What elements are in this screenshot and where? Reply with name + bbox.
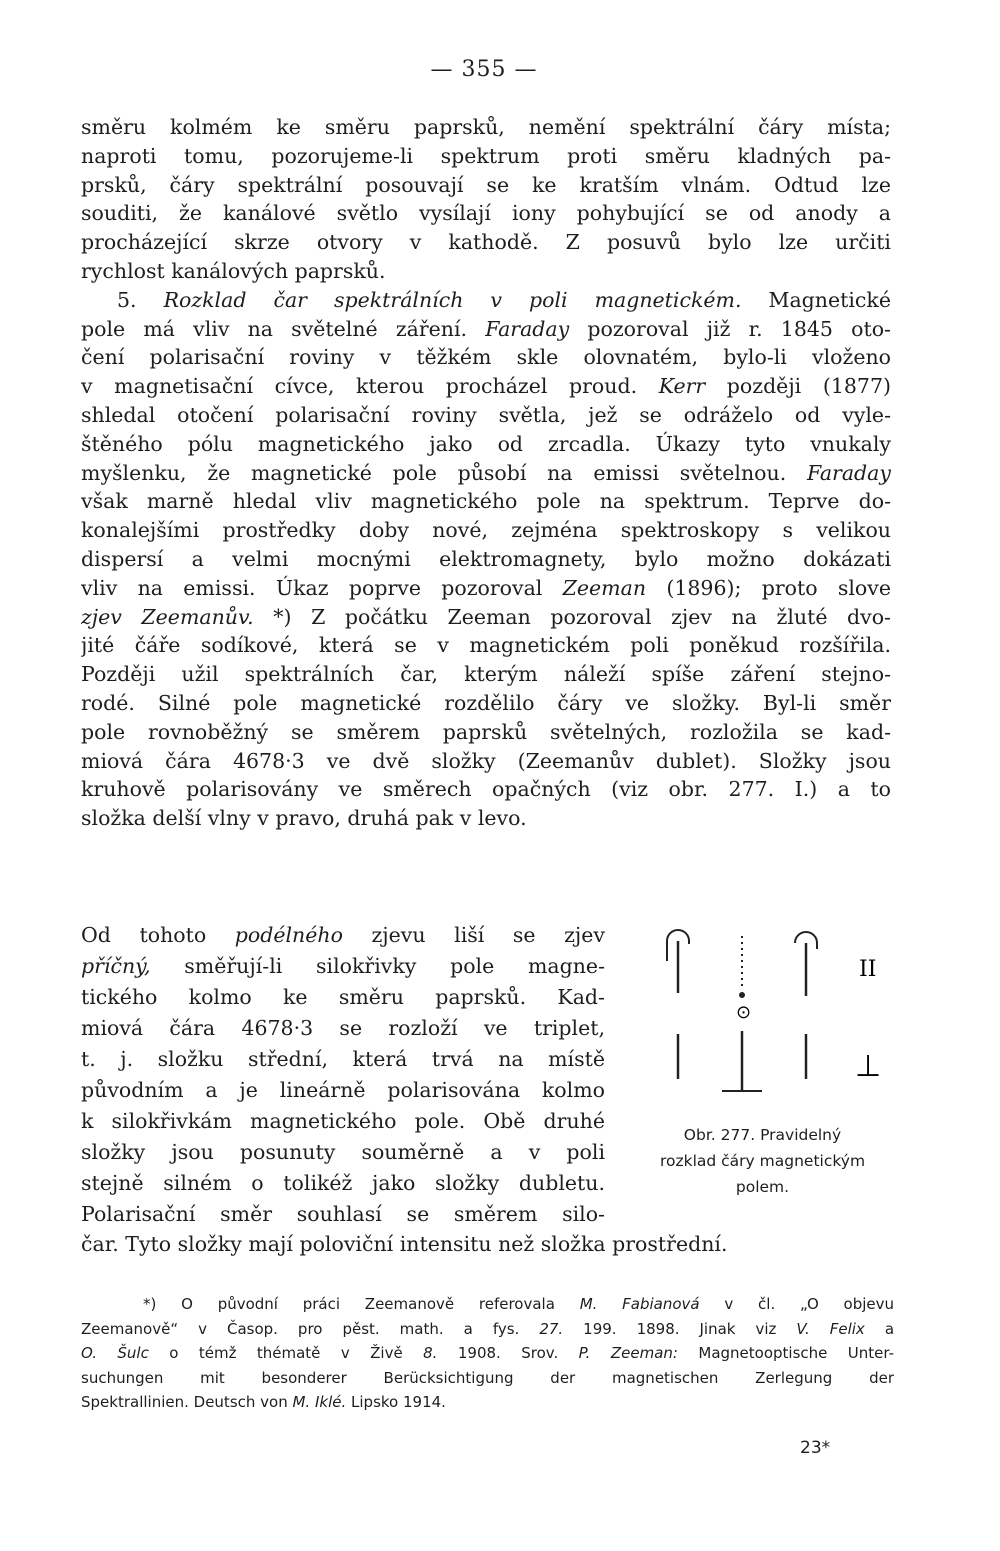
italic-span: M. Iklé. xyxy=(292,1393,347,1412)
text-line: konalejšími prostředky doby nové, zejména spektroskopy s velikou xyxy=(81,518,891,543)
text-line: myšlenku, že magnetické pole působí na emissi světelnou. Faraday xyxy=(81,460,891,485)
text-line: Později užil spektrálních čar, kterým náleží spíše záření stejno- xyxy=(81,662,891,687)
caption-line: rozklad čáry magnetickým xyxy=(659,1152,866,1170)
italic-span: P. Zeeman: xyxy=(578,1344,678,1363)
text-line: t. j. složku střední, která trvá na místě xyxy=(81,1047,605,1071)
italic-span: Faraday xyxy=(806,460,891,485)
parallel-label: II xyxy=(859,957,877,982)
text-line: Spektrallinien. Deutsch von M. Iklé. Lipsko 1914. xyxy=(81,1393,446,1412)
text-line: složka delší vlny v pravo, druhá pak v levo. xyxy=(81,806,527,831)
text-line: štěného pólu magnetického jako od zrcadla. Úkazy tyto vnukaly xyxy=(81,431,891,456)
text-line: *) O původní práci Zeemanově referovala M. Fabianová v čl. „O objevu xyxy=(143,1295,894,1313)
text-line: pole rovnoběžný se směrem paprsků světelných, rozložila se kad- xyxy=(81,719,891,744)
italic-span: zjev Zeemanův. xyxy=(81,604,254,629)
left-column-text xyxy=(81,920,605,1230)
italic-span: Faraday xyxy=(485,316,570,341)
text-line: směru kolmém ke směru paprsků, nemění spektrální čáry místa; xyxy=(81,115,891,139)
text-line: původním a je lineárně polarisována kolmo xyxy=(81,1078,605,1102)
caption-line: Obr. 277. Pravidelný xyxy=(683,1126,842,1144)
dot-symbol: ⊙ xyxy=(736,1002,752,1023)
text-line: O. Šulc o témž thématě v Živě 8. 1908. Srov. P. Zeeman: Magnetooptische Unter- xyxy=(81,1344,894,1363)
text-line: miová čára 4678·3 ve dvě složky (Zeemanův dublet). Složky jsou xyxy=(81,748,891,773)
text-line: příčný, směřují-li silokřivky pole magne- xyxy=(81,954,605,978)
text-line: jité čáře sodíkové, která se v magnetickém poli poněkud rozšířila. xyxy=(81,633,891,658)
perpendicular-label: ⊥ xyxy=(855,1049,882,1084)
figure-277 xyxy=(625,916,900,1106)
text-line: dispersí a velmi mocnými elektromagnety, bylo možno dokázati xyxy=(81,546,891,571)
italic-span: 27. xyxy=(539,1319,564,1338)
page-number: — 355 — xyxy=(430,57,538,82)
text-line: prsků, čáry spektrální posouvají se ke kratším vlnám. Odtud lze xyxy=(81,172,891,197)
text-line: rodé. Silné pole magnetické rozdělilo čáry ve složky. Byl-li směr xyxy=(81,690,891,715)
text-line: vliv na emissi. Úkaz poprve pozoroval Zeeman (1896); proto slove xyxy=(81,575,891,600)
zeeman-diagram xyxy=(625,916,900,1106)
italic-span: M. Fabianová xyxy=(579,1295,700,1313)
italic-span: příčný, xyxy=(81,954,151,978)
center-dot xyxy=(739,992,745,998)
italic-span: O. Šulc xyxy=(81,1344,149,1363)
italic-span: Zeeman xyxy=(562,575,647,600)
text-line: suchungen mit besonderer Berücksichtigung der magnetischen Zerlegung der xyxy=(81,1368,894,1387)
text-line: čení polarisační roviny v těžkém skle olovnatém, bylo-li vloženo xyxy=(81,345,891,370)
text-line: rychlost kanálových paprsků. xyxy=(81,258,386,283)
text-line: však marně hledal vliv magnetického pole na spektrum. Teprve do- xyxy=(81,489,891,514)
section-heading-line xyxy=(81,286,891,315)
text-line: naproti tomu, pozorujeme-li spektrum proti směru kladných pa- xyxy=(81,143,891,168)
italic-span: podélného xyxy=(234,923,343,947)
text-line: procházející skrze otvory v kathodě. Z posuvů bylo lze určiti xyxy=(81,230,891,255)
text-line: souditi, že kanálové světlo vysílají iony pohybující se od anody a xyxy=(81,201,891,226)
italic-span: V. Felix xyxy=(796,1319,865,1338)
text-line: kruhově polarisovány ve směrech opačných (viz obr. 277. I.) a to xyxy=(81,777,891,802)
text-line: v magnetisační cívce, kterou procházel proud. Kerr později (1877) xyxy=(81,374,891,399)
text-line: shledal otočení polarisační roviny světla, jež se odráželo od vyle- xyxy=(81,402,891,427)
italic-span: 8. xyxy=(423,1344,438,1363)
signature-mark: 23* xyxy=(800,1438,831,1458)
text-line: Zeemanově“ v Časop. pro pěst. math. a fys. 27. 199. 1898. Jinak viz V. Felix a xyxy=(81,1319,894,1338)
section-heading: Rozklad čar spektrálních v poli magnetickém. xyxy=(163,287,742,312)
italic-span: Kerr xyxy=(658,374,706,399)
section-heading-rest: Magnetické xyxy=(768,287,891,312)
text-line: čar. Tyto složky mají poloviční intensitu než složka prostřední. xyxy=(81,1232,728,1256)
bottom-line xyxy=(81,1230,891,1259)
section-number: 5. xyxy=(117,287,137,312)
text-line: stejně silném o tolikéž jako složky dubletu. xyxy=(81,1171,605,1195)
text-line: miová čára 4678·3 se rozloží ve triplet, xyxy=(81,1016,605,1040)
text-line: Polarisační směr souhlasí se směrem silo- xyxy=(81,1202,605,1226)
caption-line: polem. xyxy=(735,1178,790,1196)
text-line: Od tohoto podélného zjevu liší se zjev xyxy=(81,923,605,947)
text-line: tického kolmo ke směru paprsků. Kad- xyxy=(81,985,605,1009)
footnote xyxy=(81,1292,894,1415)
text-line: pole má vliv na světelné záření. Faraday pozoroval již r. 1845 oto- xyxy=(81,316,891,341)
figure-caption xyxy=(620,1122,905,1200)
main-text xyxy=(81,113,891,833)
text-line: složky jsou posunuty souměrně a v poli xyxy=(81,1140,605,1164)
text-line: zjev Zeemanův. *) Z počátku Zeeman pozoroval zjev na žluté dvo- xyxy=(81,604,891,629)
text-line: k silokřivkám magnetického pole. Obě druhé xyxy=(81,1109,605,1133)
